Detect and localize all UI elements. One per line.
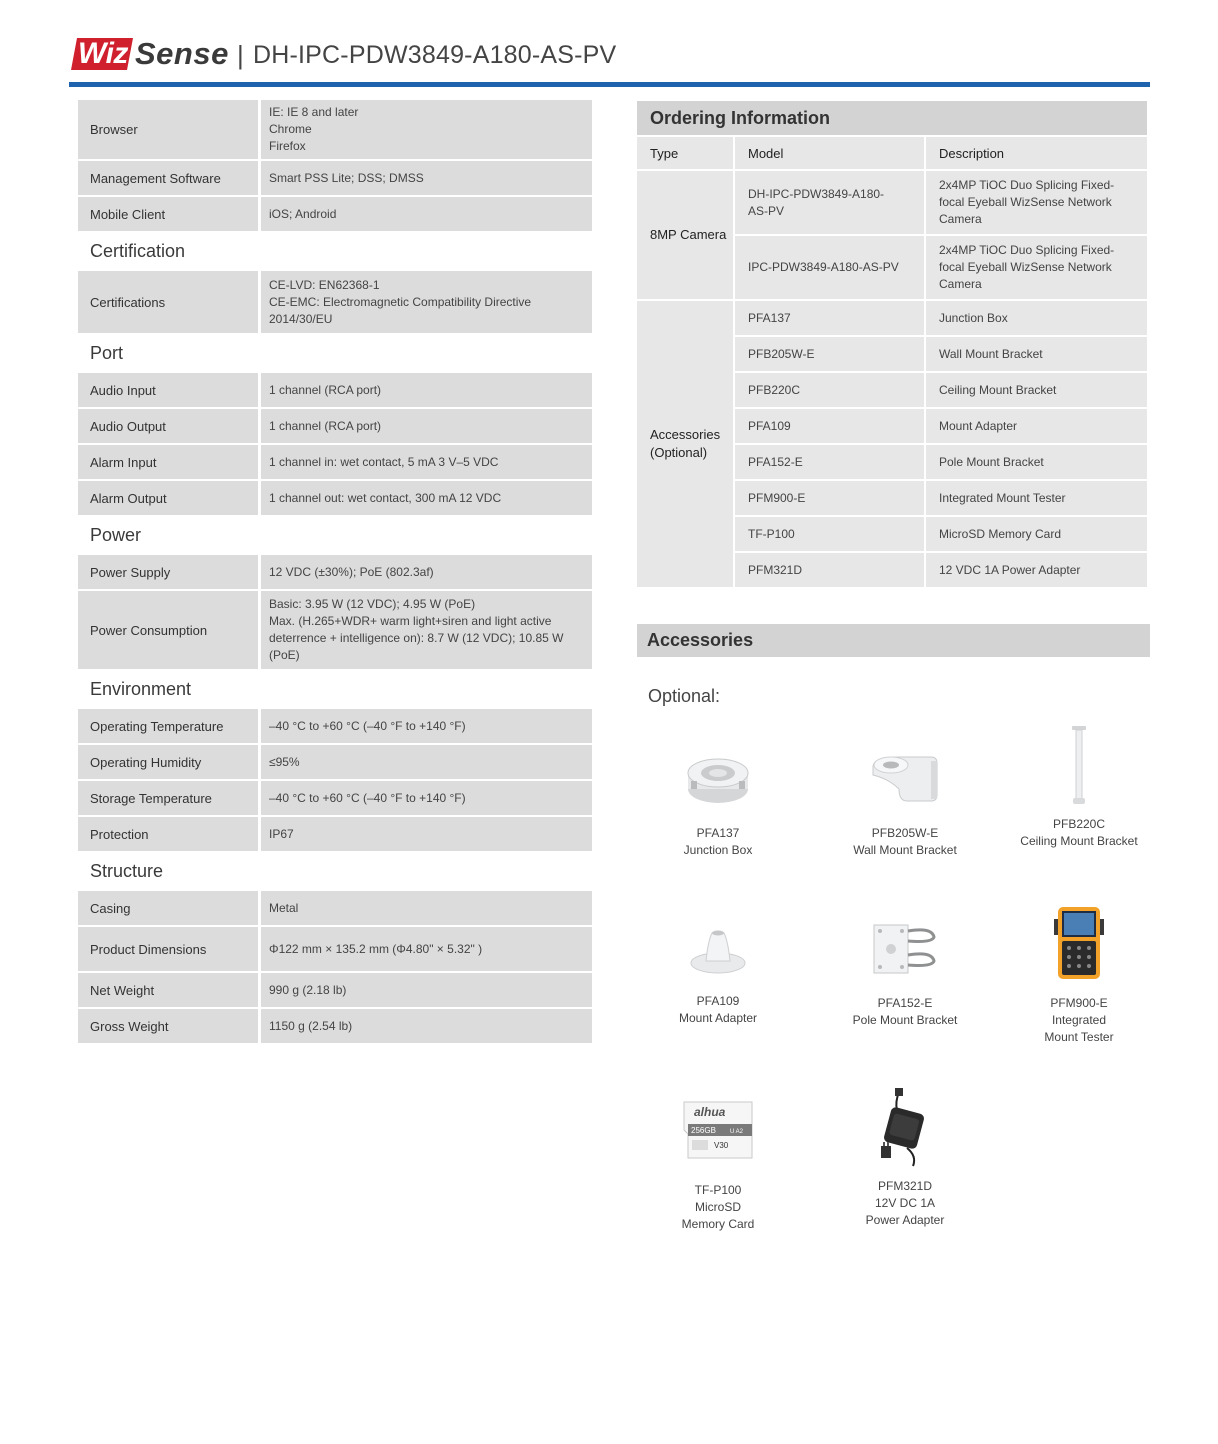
spec-value: ≤95% bbox=[261, 745, 592, 779]
spec-row-mgmt bbox=[78, 161, 592, 195]
caption-line: Wall Mount Bracket bbox=[853, 843, 957, 857]
description-cell: Ceiling Mount Bracket bbox=[926, 373, 1147, 407]
spec-value: Smart PSS Lite; DSS; DMSS bbox=[261, 161, 592, 195]
spec-key: Net Weight bbox=[78, 973, 258, 1007]
header-rule bbox=[69, 82, 1150, 87]
spec-row-mobile bbox=[78, 197, 592, 231]
logo-wiz-text: Wiz bbox=[78, 37, 128, 70]
spec-row-alarm-in bbox=[78, 445, 592, 479]
accessory-pfm321d bbox=[815, 1088, 995, 1229]
caption-line: PFB205W-E bbox=[871, 826, 939, 840]
accessory-tf-p100 bbox=[628, 1092, 808, 1233]
caption-line: Junction Box bbox=[683, 843, 753, 857]
spec-row-cert bbox=[78, 271, 592, 333]
spec-row-op-humidity bbox=[78, 745, 592, 779]
model-line: AS-PV bbox=[748, 203, 785, 218]
wall-mount-bracket-icon bbox=[869, 749, 941, 809]
card-size: 256GB bbox=[691, 1126, 716, 1135]
spec-key: Operating Humidity bbox=[78, 745, 258, 779]
accessory-caption bbox=[628, 825, 808, 859]
section-heading-power: Power bbox=[90, 524, 142, 545]
spec-value bbox=[261, 100, 592, 159]
spec-value-line: 2014/30/EU bbox=[269, 311, 333, 326]
caption-line: PFM900-E bbox=[1050, 996, 1108, 1010]
table-row bbox=[735, 337, 1147, 371]
ordering-group-camera bbox=[637, 171, 1147, 299]
model-cell: PFA137 bbox=[735, 301, 924, 335]
model-cell: PFA152-E bbox=[735, 445, 924, 479]
caption-line: 12V DC 1A bbox=[874, 1196, 936, 1210]
ordering-group-accessories bbox=[637, 301, 1147, 587]
description-line: 2x4MP TiOC Duo Splicing Fixed- bbox=[939, 178, 1115, 192]
spec-key: Protection bbox=[78, 817, 258, 851]
table-row bbox=[735, 236, 1147, 299]
description-line: Camera bbox=[939, 277, 982, 291]
spec-row-storage-temp bbox=[78, 781, 592, 815]
spec-key: Casing bbox=[78, 891, 258, 925]
table-row bbox=[735, 171, 1147, 234]
table-row bbox=[735, 373, 1147, 407]
spec-value: –40 °C to +60 °C (–40 °F to +140 °F) bbox=[261, 781, 592, 815]
spec-value: –40 °C to +60 °C (–40 °F to +140 °F) bbox=[261, 709, 592, 743]
col-header-model: Model bbox=[735, 137, 924, 169]
description-cell: Wall Mount Bracket bbox=[926, 337, 1147, 371]
type-line: (Optional) bbox=[650, 445, 708, 460]
spec-row-power-supply bbox=[78, 555, 592, 589]
optional-label: Optional: bbox=[648, 686, 721, 706]
pole-mount-bracket-icon bbox=[870, 921, 940, 977]
description-cell: 12 VDC 1A Power Adapter bbox=[926, 553, 1147, 587]
model-cell: PFM321D bbox=[735, 553, 924, 587]
description-cell: Junction Box bbox=[926, 301, 1147, 335]
table-row bbox=[735, 445, 1147, 479]
junction-box-icon bbox=[683, 745, 753, 815]
type-cell-camera: 8MP Camera bbox=[637, 171, 733, 299]
description-cell bbox=[926, 236, 1147, 299]
caption-line: PFA137 bbox=[696, 826, 740, 840]
spec-value-line: Firefox bbox=[269, 139, 306, 153]
ordering-information-table bbox=[637, 101, 1147, 587]
spec-key: Certifications bbox=[78, 271, 258, 333]
spec-value-line: Chrome bbox=[269, 122, 312, 136]
accessory-caption bbox=[815, 825, 995, 859]
description-line: Camera bbox=[939, 212, 982, 226]
spec-key: Power Supply bbox=[78, 555, 258, 589]
spec-value: 1 channel out: wet contact, 300 mA 12 VDC bbox=[261, 481, 592, 515]
spec-value-line: IE: IE 8 and later bbox=[269, 105, 359, 119]
ordering-column-headers bbox=[637, 137, 1147, 169]
section-heading-port: Port bbox=[90, 342, 124, 363]
accessory-caption bbox=[815, 995, 995, 1029]
model-cell: TF-P100 bbox=[735, 517, 924, 551]
accessory-caption bbox=[989, 816, 1169, 850]
card-v-rating: V30 bbox=[714, 1141, 729, 1150]
spec-value-line: (PoE) bbox=[269, 648, 300, 662]
spec-key: Browser bbox=[78, 100, 258, 159]
spec-row-browser bbox=[78, 100, 592, 159]
description-line: focal Eyeball WizSense Network bbox=[939, 195, 1112, 209]
spec-row-power-consumption bbox=[78, 591, 592, 669]
spec-value: 12 VDC (±30%); PoE (802.3af) bbox=[261, 555, 592, 589]
accessory-caption bbox=[989, 995, 1169, 1046]
mount-tester-icon bbox=[1052, 905, 1106, 981]
description-cell: Integrated Mount Tester bbox=[926, 481, 1147, 515]
caption-line: Ceiling Mount Bracket bbox=[1020, 834, 1138, 848]
spec-row-alarm-out bbox=[78, 481, 592, 515]
page-header bbox=[69, 32, 1150, 88]
accessory-caption bbox=[815, 1178, 995, 1229]
logo-sense-text: Sense bbox=[135, 36, 229, 71]
spec-row-audio-out bbox=[78, 409, 592, 443]
card-logo bbox=[692, 1140, 708, 1150]
spec-row-op-temp bbox=[78, 709, 592, 743]
caption-line: Memory Card bbox=[681, 1217, 755, 1231]
model-line: DH-IPC-PDW3849-A180- bbox=[748, 186, 885, 201]
description-cell: Pole Mount Bracket bbox=[926, 445, 1147, 479]
model-cell: PFA109 bbox=[735, 409, 924, 443]
spec-key: Storage Temperature bbox=[78, 781, 258, 815]
table-row bbox=[735, 301, 1147, 335]
spec-value-line: CE-EMC: Electromagnetic Compatibility Directive bbox=[269, 294, 532, 309]
ceiling-mount-bracket-icon bbox=[1069, 726, 1089, 808]
type-cell-accessories bbox=[637, 301, 733, 587]
caption-line: Integrated bbox=[1051, 1013, 1107, 1027]
spec-value: 1 channel (RCA port) bbox=[261, 373, 592, 407]
type-line: Accessories bbox=[650, 427, 721, 442]
spec-value: Metal bbox=[261, 891, 592, 925]
section-heading-structure: Structure bbox=[90, 860, 164, 881]
model-cell: IPC-PDW3849-A180-AS-PV bbox=[735, 236, 924, 299]
spec-value: 1150 g (2.54 lb) bbox=[261, 1009, 592, 1043]
accessory-pfb205w-e bbox=[815, 735, 995, 859]
accessory-pfa137 bbox=[628, 735, 808, 859]
model-cell: PFM900-E bbox=[735, 481, 924, 515]
microsd-card-icon bbox=[678, 1098, 758, 1164]
power-adapter-icon bbox=[877, 1088, 933, 1168]
accessory-pfa109 bbox=[628, 903, 808, 1027]
accessory-pfa152-e bbox=[815, 905, 995, 1029]
table-row bbox=[735, 481, 1147, 515]
spec-key: Mobile Client bbox=[78, 197, 258, 231]
ordering-heading: Ordering Information bbox=[637, 101, 1147, 135]
spec-row-net-weight bbox=[78, 973, 592, 1007]
description-cell bbox=[926, 171, 1147, 234]
col-header-type: Type bbox=[637, 137, 733, 169]
section-heading-certification: Certification bbox=[90, 240, 186, 261]
spec-value: iOS; Android bbox=[261, 197, 592, 231]
spec-key: Audio Output bbox=[78, 409, 258, 443]
table-row bbox=[735, 553, 1147, 587]
spec-value bbox=[261, 591, 592, 669]
accessory-caption bbox=[628, 993, 808, 1027]
accessory-pfb220c bbox=[989, 726, 1169, 850]
accessory-caption bbox=[628, 1182, 808, 1233]
caption-line: Mount Adapter bbox=[678, 1011, 758, 1025]
spec-key: Product Dimensions bbox=[78, 927, 258, 971]
spec-row-gross-weight bbox=[78, 1009, 592, 1043]
spec-value: 1 channel in: wet contact, 5 mA 3 V–5 VDC bbox=[261, 445, 592, 479]
caption-line: TF-P100 bbox=[694, 1183, 742, 1197]
section-heading-environment: Environment bbox=[90, 678, 192, 699]
model-cell: PFB205W-E bbox=[735, 337, 924, 371]
caption-line: Pole Mount Bracket bbox=[852, 1013, 958, 1027]
spec-row-dimensions bbox=[78, 927, 592, 971]
spec-key: Power Consumption bbox=[78, 591, 258, 669]
spec-key: Gross Weight bbox=[78, 1009, 258, 1043]
spec-value-line: CE-LVD: EN62368-1 bbox=[269, 277, 380, 292]
header-separator: | bbox=[237, 40, 244, 70]
caption-line: PFA152-E bbox=[877, 996, 933, 1010]
caption-line: PFM321D bbox=[877, 1179, 933, 1193]
caption-line: MicroSD bbox=[694, 1200, 741, 1214]
table-row bbox=[735, 517, 1147, 551]
spec-value-line: deterrence + intelligence on): 8.7 W (12 VDC); 10.85 W bbox=[269, 631, 564, 645]
mount-adapter-icon bbox=[688, 925, 748, 975]
spec-value: Φ122 mm × 135.2 mm (Φ4.80" × 5.32" ) bbox=[261, 927, 592, 971]
description-line: focal Eyeball WizSense Network bbox=[939, 260, 1112, 274]
spec-key: Alarm Input bbox=[78, 445, 258, 479]
card-spec: U A2 bbox=[730, 1129, 744, 1135]
wizsense-logo bbox=[69, 36, 229, 74]
accessory-pfm900-e bbox=[989, 905, 1169, 1046]
spec-key: Operating Temperature bbox=[78, 709, 258, 743]
description-line: 2x4MP TiOC Duo Splicing Fixed- bbox=[939, 243, 1115, 257]
spec-value: 990 g (2.18 lb) bbox=[261, 973, 592, 1007]
caption-line: Mount Tester bbox=[1044, 1030, 1114, 1044]
spec-value-line: Max. (H.265+WDR+ warm light+siren and light active bbox=[269, 614, 552, 628]
description-cell: Mount Adapter bbox=[926, 409, 1147, 443]
spec-row-audio-in bbox=[78, 373, 592, 407]
description-cell: MicroSD Memory Card bbox=[926, 517, 1147, 551]
model-cell bbox=[735, 171, 924, 234]
caption-line: PFA109 bbox=[696, 994, 740, 1008]
caption-line: Power Adapter bbox=[865, 1213, 945, 1227]
table-row bbox=[735, 409, 1147, 443]
spec-key: Management Software bbox=[78, 161, 258, 195]
spec-value: IP67 bbox=[261, 817, 592, 851]
accessories-heading: Accessories bbox=[637, 624, 1150, 657]
spec-key: Alarm Output bbox=[78, 481, 258, 515]
caption-line: PFB220C bbox=[1052, 817, 1106, 831]
card-brand: alhua bbox=[694, 1105, 726, 1119]
model-title: DH-IPC-PDW3849-A180-AS-PV bbox=[253, 41, 617, 69]
spec-row-casing bbox=[78, 891, 592, 925]
col-header-description: Description bbox=[926, 137, 1147, 169]
spec-table bbox=[78, 100, 592, 1045]
spec-value bbox=[261, 271, 592, 333]
spec-value-line: Basic: 3.95 W (12 VDC); 4.95 W (PoE) bbox=[269, 597, 476, 611]
model-cell: PFB220C bbox=[735, 373, 924, 407]
spec-row-protection bbox=[78, 817, 592, 851]
spec-value: 1 channel (RCA port) bbox=[261, 409, 592, 443]
spec-key: Audio Input bbox=[78, 373, 258, 407]
